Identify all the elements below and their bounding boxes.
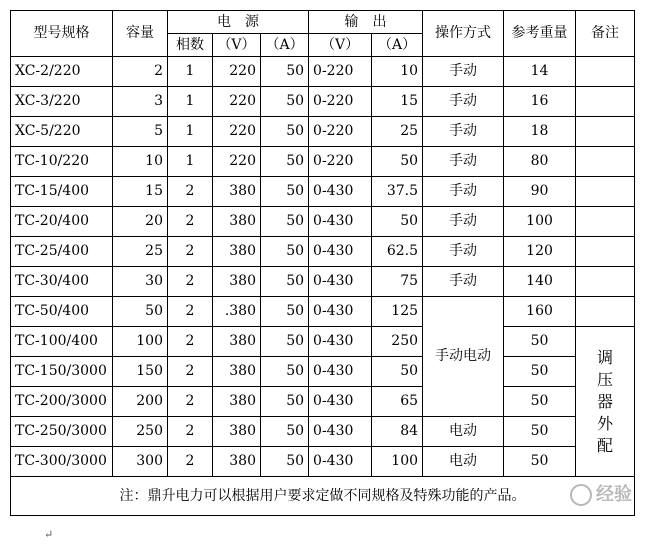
cell-volt: 380	[213, 447, 261, 477]
cell-amp: 50	[261, 357, 309, 387]
cell-phases: 1	[168, 57, 213, 87]
watermark-text: 经验	[596, 484, 632, 505]
cell-remark	[576, 147, 635, 177]
cell-phases: 2	[168, 237, 213, 267]
cell-phases: 2	[168, 417, 213, 447]
cell-volt: 380	[213, 327, 261, 357]
header-output: 输 出	[309, 11, 423, 34]
cell-capacity: 2	[113, 57, 168, 87]
cell-remark	[576, 177, 635, 207]
cell-capacity: 30	[113, 267, 168, 297]
cell-model: TC-200/3000	[11, 387, 113, 417]
cell-out-volt: 0-430	[309, 267, 372, 297]
cell-weight: 14	[504, 57, 576, 87]
cell-operation-merged: 手动电动	[423, 297, 504, 417]
cell-amp: 50	[261, 57, 309, 87]
cell-volt: 220	[213, 57, 261, 87]
cell-volt: 380	[213, 207, 261, 237]
table-row	[11, 177, 635, 207]
cell-phases: 1	[168, 147, 213, 177]
cell-volt: .380	[213, 297, 261, 327]
cell-remark	[576, 207, 635, 237]
cell-amp: 50	[261, 117, 309, 147]
cell-amp: 50	[261, 237, 309, 267]
cell-capacity: 300	[113, 447, 168, 477]
header-remark: 备注	[576, 11, 635, 57]
cell-phases: 2	[168, 267, 213, 297]
watermark	[570, 480, 632, 506]
header-out-volt: （V）	[309, 34, 372, 57]
table-row	[11, 87, 635, 117]
cell-model: TC-15/400	[11, 177, 113, 207]
table-row	[11, 417, 635, 447]
table-row	[11, 237, 635, 267]
cell-operation: 手动	[423, 207, 504, 237]
table-row	[11, 447, 635, 477]
cell-out-amp: 75	[372, 267, 423, 297]
table-row	[11, 387, 635, 417]
cell-out-amp: 100	[372, 447, 423, 477]
cell-volt: 380	[213, 267, 261, 297]
cell-out-volt: 0-430	[309, 177, 372, 207]
cell-out-amp: 50	[372, 207, 423, 237]
cell-out-volt: 0-430	[309, 357, 372, 387]
cell-phases: 1	[168, 87, 213, 117]
cell-phases: 2	[168, 387, 213, 417]
cell-model: TC-10/220	[11, 147, 113, 177]
cell-volt: 220	[213, 117, 261, 147]
cell-model: TC-300/3000	[11, 447, 113, 477]
cell-weight: 50	[504, 387, 576, 417]
cell-out-amp: 50	[372, 357, 423, 387]
cell-remark	[576, 87, 635, 117]
cell-remark	[576, 237, 635, 267]
cell-out-amp: 125	[372, 297, 423, 327]
cell-out-amp: 50	[372, 147, 423, 177]
cell-model: TC-50/400	[11, 297, 113, 327]
cell-capacity: 10	[113, 147, 168, 177]
cell-out-volt: 0-430	[309, 417, 372, 447]
cell-phases: 1	[168, 117, 213, 147]
cell-volt: 380	[213, 357, 261, 387]
cell-capacity: 15	[113, 177, 168, 207]
cell-remark	[576, 297, 635, 327]
cell-out-amp: 10	[372, 57, 423, 87]
table-row	[11, 117, 635, 147]
cell-weight: 50	[504, 327, 576, 357]
header-operation: 操作方式	[423, 11, 504, 57]
header-phases: 相数	[168, 34, 213, 57]
table-row	[11, 357, 635, 387]
cell-operation: 手动	[423, 147, 504, 177]
cell-operation: 手动	[423, 87, 504, 117]
cell-capacity: 20	[113, 207, 168, 237]
cell-amp: 50	[261, 327, 309, 357]
cell-phases: 2	[168, 297, 213, 327]
cell-out-volt: 0-220	[309, 57, 372, 87]
cell-remark-merged: 调压器外配	[576, 327, 635, 477]
cell-amp: 50	[261, 87, 309, 117]
cell-amp: 50	[261, 177, 309, 207]
cell-out-amp: 84	[372, 417, 423, 447]
header-model: 型号规格	[11, 11, 113, 57]
cell-operation: 手动	[423, 267, 504, 297]
table-row	[11, 327, 635, 357]
cell-phases: 2	[168, 327, 213, 357]
cell-amp: 50	[261, 297, 309, 327]
cell-volt: 220	[213, 87, 261, 117]
cell-volt: 380	[213, 237, 261, 267]
cell-operation: 手动	[423, 237, 504, 267]
cell-weight: 50	[504, 447, 576, 477]
header-amp: （A）	[261, 34, 309, 57]
cell-out-amp: 65	[372, 387, 423, 417]
cell-out-volt: 0-430	[309, 447, 372, 477]
cell-operation: 电动	[423, 447, 504, 477]
cell-out-amp: 25	[372, 117, 423, 147]
table-row	[11, 147, 635, 177]
table-row	[11, 207, 635, 237]
cell-amp: 50	[261, 447, 309, 477]
header-capacity: 容量	[113, 11, 168, 57]
cell-amp: 50	[261, 207, 309, 237]
cell-model: TC-150/3000	[11, 357, 113, 387]
cell-out-amp: 15	[372, 87, 423, 117]
paragraph-mark-icon: ↵	[44, 528, 54, 541]
cell-weight: 90	[504, 177, 576, 207]
cell-out-volt: 0-220	[309, 117, 372, 147]
cell-operation: 手动	[423, 177, 504, 207]
cell-out-amp: 62.5	[372, 237, 423, 267]
cell-volt: 380	[213, 417, 261, 447]
cell-weight: 50	[504, 357, 576, 387]
cell-out-volt: 0-220	[309, 87, 372, 117]
cell-capacity: 50	[113, 297, 168, 327]
cell-phases: 2	[168, 447, 213, 477]
cell-model: TC-100/400	[11, 327, 113, 357]
cell-out-volt: 0-430	[309, 297, 372, 327]
cell-operation: 手动	[423, 57, 504, 87]
cell-weight: 16	[504, 87, 576, 117]
cell-capacity: 100	[113, 327, 168, 357]
cell-model: XC-2/220	[11, 57, 113, 87]
cell-out-volt: 0-430	[309, 237, 372, 267]
cell-remark	[576, 117, 635, 147]
table-note: 注：鼎升电力可以根据用户要求定做不同规格及特殊功能的产品。	[11, 477, 635, 516]
cell-capacity: 5	[113, 117, 168, 147]
cell-out-volt: 0-430	[309, 207, 372, 237]
cell-remark	[576, 267, 635, 297]
header-weight: 参考重量	[504, 11, 576, 57]
cell-phases: 2	[168, 207, 213, 237]
cell-model: XC-3/220	[11, 87, 113, 117]
table-row	[11, 267, 635, 297]
cell-capacity: 150	[113, 357, 168, 387]
cell-phases: 2	[168, 177, 213, 207]
cell-capacity: 25	[113, 237, 168, 267]
header-row-1	[11, 11, 635, 34]
cell-out-volt: 0-430	[309, 327, 372, 357]
cell-out-amp: 250	[372, 327, 423, 357]
cell-weight: 50	[504, 417, 576, 447]
cell-amp: 50	[261, 387, 309, 417]
table-row	[11, 297, 635, 327]
cell-weight: 80	[504, 147, 576, 177]
cell-model: TC-20/400	[11, 207, 113, 237]
cell-capacity: 200	[113, 387, 168, 417]
cell-out-volt: 0-430	[309, 387, 372, 417]
cell-model: TC-25/400	[11, 237, 113, 267]
cell-out-amp: 37.5	[372, 177, 423, 207]
cell-capacity: 250	[113, 417, 168, 447]
note-row	[11, 477, 635, 516]
cell-capacity: 3	[113, 87, 168, 117]
spec-table	[10, 10, 635, 516]
cell-volt: 380	[213, 177, 261, 207]
cell-out-volt: 0-220	[309, 147, 372, 177]
cell-model: XC-5/220	[11, 117, 113, 147]
cell-model: TC-250/3000	[11, 417, 113, 447]
cell-operation: 电动	[423, 417, 504, 447]
cell-amp: 50	[261, 417, 309, 447]
cell-weight: 140	[504, 267, 576, 297]
cell-weight: 100	[504, 207, 576, 237]
cell-weight: 120	[504, 237, 576, 267]
cell-phases: 2	[168, 357, 213, 387]
cell-volt: 380	[213, 387, 261, 417]
cell-amp: 50	[261, 267, 309, 297]
table-row	[11, 57, 635, 87]
cell-model: TC-30/400	[11, 267, 113, 297]
header-power: 电 源	[168, 11, 309, 34]
paw-logo-icon	[570, 484, 592, 506]
cell-amp: 50	[261, 147, 309, 177]
header-volt: （V）	[213, 34, 261, 57]
cell-weight: 160	[504, 297, 576, 327]
cell-operation: 手动	[423, 117, 504, 147]
header-out-amp: （A）	[372, 34, 423, 57]
cell-remark	[576, 57, 635, 87]
cell-volt: 220	[213, 147, 261, 177]
cell-weight: 18	[504, 117, 576, 147]
